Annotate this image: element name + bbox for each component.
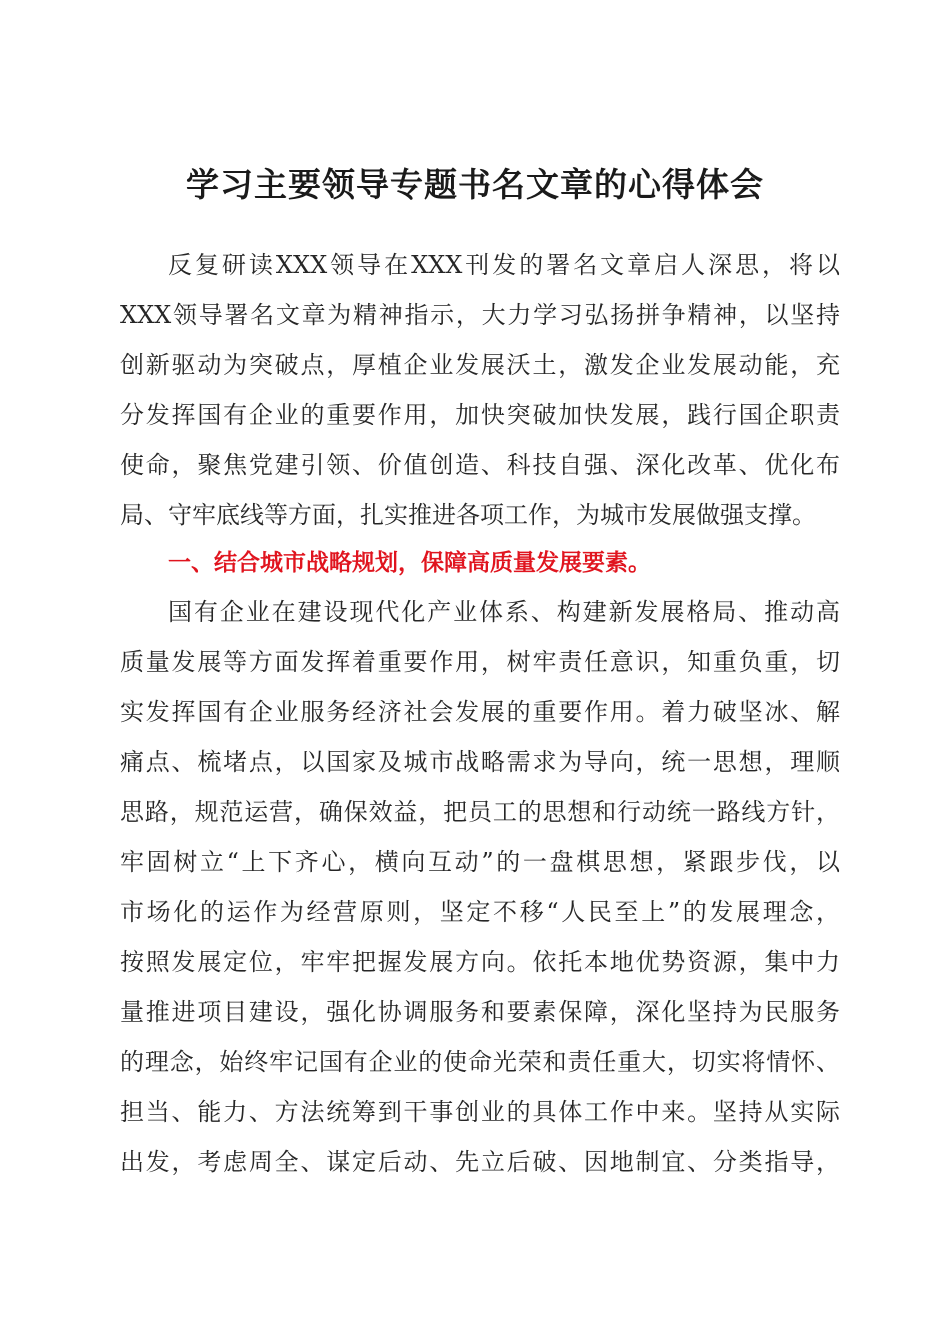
body-line: 按照发展定位，牢牢把握发展方向。依托本地优势资源，集中力 <box>120 948 840 976</box>
body-line: 实发挥国有企业服务经济社会发展的重要作用。着力破坚冰、解 <box>120 698 840 726</box>
intro-line: 使命，聚焦党建引领、价值创造、科技自强、深化改革、优化布 <box>120 451 840 479</box>
body-line: 思路，规范运营，确保效益，把员工的思想和行动统一路线方针， <box>120 798 840 826</box>
intro-line: 创新驱动为突破点，厚植企业发展沃土，激发企业发展动能，充 <box>120 351 840 379</box>
body-line: 担当、能力、方法统筹到干事创业的具体工作中来。坚持从实际 <box>120 1098 840 1126</box>
intro-line: XXX领导署名文章为精神指示，大力学习弘扬拼争精神，以坚持 <box>120 301 840 329</box>
intro-line: 局、守牢底线等方面，扎实推进各项工作，为城市发展做强支撑。 <box>120 501 816 529</box>
page-title: 学习主要领导专题书名文章的心得体会 <box>186 165 764 204</box>
body-line: 质量发展等方面发挥着重要作用，树牢责任意识，知重负重，切 <box>120 648 840 676</box>
intro-line: 反复研读XXX领导在XXX刊发的署名文章启人深思，将以 <box>168 251 840 279</box>
body-line: 国有企业在建设现代化产业体系、构建新发展格局、推动高 <box>168 598 840 626</box>
body-line: 的理念，始终牢记国有企业的使命光荣和责任重大，切实将情怀、 <box>120 1048 840 1076</box>
body-line: 痛点、梳堵点，以国家及城市战略需求为导向，统一思想，理顺 <box>120 748 840 776</box>
body-line: 市场化的运作为经营原则，坚定不移“人民至上”的发展理念， <box>120 898 840 926</box>
intro-line: 分发挥国有企业的重要作用，加快突破加快发展，践行国企职责 <box>120 401 840 429</box>
section-heading: 一、结合城市战略规划，保障高质量发展要素。 <box>168 550 651 576</box>
body-line: 出发，考虑周全、谋定后动、先立后破、因地制宜、分类指导， <box>120 1148 840 1176</box>
body-line: 量推进项目建设，强化协调服务和要素保障，深化坚持为民服务 <box>120 998 840 1026</box>
body-line: 牢固树立“上下齐心，横向互动”的一盘棋思想，紧跟步伐，以 <box>120 848 840 876</box>
